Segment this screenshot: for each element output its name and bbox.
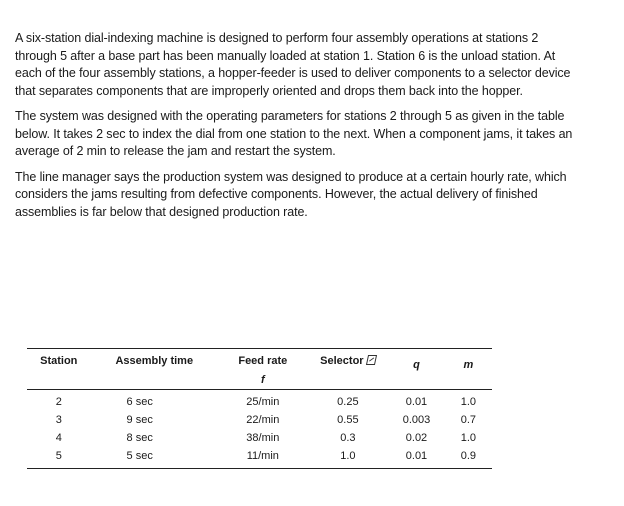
cell-selector: 0.3 [340,432,356,444]
paragraph-operating-parameters: The system was designed with the operating parameters for stations 2 through 5 as given in the table below. It takes 2 sec to index the dial from one station to the next. When a component jams, it takes an average of 2 min to release the jam and restart the system. [15,109,573,158]
cell-m: 1.0 [460,396,477,408]
header-q: q [388,349,445,374]
cell-m: 0.9 [445,448,492,469]
table-row [27,412,492,430]
header-m: m [445,349,492,374]
cell-station: 4 [55,432,62,444]
cell-assembly-time: 6 sec [126,396,153,408]
cell-q: 0.01 [405,396,428,408]
cell-assembly-time: 8 sec [126,432,153,444]
header-selector-label: Selector [320,355,364,367]
header-selector [308,349,389,374]
table-row [27,430,492,448]
cell-station: 3 [55,414,62,426]
cell-feed-rate: 25/min [246,396,280,408]
cell-feed-rate: 11/min [218,448,308,469]
cell-feed-rate: 38/min [246,432,280,444]
cell-q: 0.01 [388,448,445,469]
cell-assembly-time: 9 sec [126,414,153,426]
header-assembly-time: Assembly time [91,349,218,374]
cell-selector: 1.0 [308,448,389,469]
table-header-subrow [27,373,492,390]
header-feed-rate: Feed rate [218,349,308,374]
table-header-row [27,349,492,374]
table-row [27,448,492,469]
cell-selector: 0.55 [337,414,359,426]
cell-feed-rate: 22/min [246,414,280,426]
header-station: Station [27,349,91,374]
cell-m: 1.0 [460,432,477,444]
paragraph-line-manager: The line manager says the production system was designed to produce at a certain hourly rate, which considers the jams resulting from defective components. However, the actual delivery of finished assemblies is far below that designed production rate. [15,169,567,219]
cell-assembly-time: 5 sec [91,448,218,469]
cell-station: 2 [55,396,62,408]
header-feed-rate-symbol: f [218,373,308,390]
paragraph-machine-description: A six-station dial-indexing machine is designed to perform four assembly operations at stations 2 through 5 after a base part has been manually loaded at station 1. Station 6 is the unload station. At each of the four assembly stations, a hopper-feeder is used to deliver components to a selector device that separates components that are improperly oriented and drops them back into the hopper. [15,31,571,98]
cell-q: 0.003 [402,414,431,426]
cell-station: 5 [27,448,91,469]
cell-m: 0.7 [460,414,477,426]
table-row [27,390,492,413]
station-parameters-table [27,348,492,469]
problem-statement [15,30,575,229]
theta-symbol-icon [366,355,377,365]
cell-q: 0.02 [405,432,428,444]
cell-selector: 0.25 [337,396,359,408]
